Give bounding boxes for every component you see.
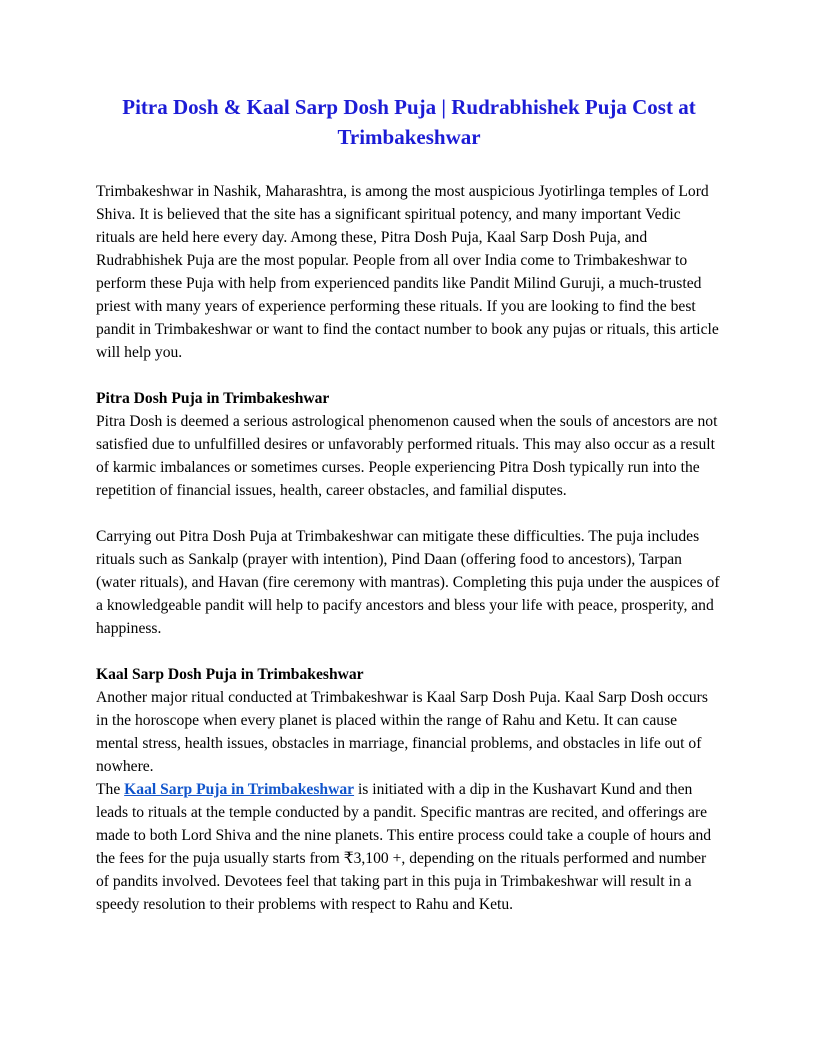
pitra-dosh-paragraph-1: Pitra Dosh is deemed a serious astrological phenomenon caused when the souls of ancestors are not satisfied due to unfulfilled desires or unfavorably performed rituals. This may also occur as a result of karmic imbalances or sometimes curses. People experiencing Pitra Dosh typically run into the repetition of financial issues, health, career obstacles, and familial disputes. xyxy=(96,413,718,499)
pitra-dosh-heading: Pitra Dosh Puja in Trimbakeshwar xyxy=(96,390,330,407)
spacer xyxy=(96,640,722,663)
kaal-sarp-paragraph-1: Another major ritual conducted at Trimbakeshwar is Kaal Sarp Dosh Puja. Kaal Sarp Dosh occurs in the horoscope when every planet is placed within the range of Rahu and Ketu. It can cause mental stress, health issues, obstacles in marriage, financial problems, and obstacles in life out of nowhere. xyxy=(96,689,708,775)
kaal-sarp-heading: Kaal Sarp Dosh Puja in Trimbakeshwar xyxy=(96,666,364,683)
document-page xyxy=(96,92,722,916)
document-title: Pitra Dosh & Kaal Sarp Dosh Puja | Rudrabhishek Puja Cost at Trimbakeshwar xyxy=(122,95,696,149)
para-suffix: is initiated with a dip in the Kushavart Kund and then leads to rituals at the temple conducted by a pandit. Specific mantras are recited, and offerings are made to both Lord Shiva and the nine planets. This entire process could take a couple of hours and the fees for the puja usually starts from ₹3,100 +, depending on the rituals performed and number of pandits involved. Devotees feel that taking part in this puja in Trimbakeshwar will result in a speedy resolution to their problems with respect to Rahu and Ketu. xyxy=(96,781,712,913)
kaal-sarp-paragraph-2 xyxy=(96,778,722,916)
spacer xyxy=(96,364,722,387)
intro-paragraph: Trimbakeshwar in Nashik, Maharashtra, is among the most auspicious Jyotirlinga temples of Lord Shiva. It is believed that the site has a significant spiritual potency, and many important Vedic rituals are held here every day. Among these, Pitra Dosh Puja, Kaal Sarp Dosh Puja, and Rudrabhishek Puja are the most popular. People from all over India come to Trimbakeshwar to perform these Puja with help from experienced pandits like Pandit Milind Guruji, a much-trusted priest with many years of experience performing these rituals. If you are looking to find the best pandit in Trimbakeshwar or want to find the contact number to book any pujas or rituals, this article will help you. xyxy=(96,183,719,361)
spacer xyxy=(96,502,722,525)
kaal-sarp-puja-link[interactable]: Kaal Sarp Puja in Trimbakeshwar xyxy=(124,781,355,798)
spacer xyxy=(96,152,722,180)
para-prefix: The xyxy=(96,781,125,798)
pitra-dosh-paragraph-2: Carrying out Pitra Dosh Puja at Trimbakeshwar can mitigate these difficulties. The puja includes rituals such as Sankalp (prayer with intention), Pind Daan (offering food to ancestors), Tarpan (water rituals), and Havan (fire ceremony with mantras). Completing this puja under the auspices of a knowledgeable pandit will help to pacify ancestors and bless your life with peace, prosperity, and happiness. xyxy=(96,528,720,637)
